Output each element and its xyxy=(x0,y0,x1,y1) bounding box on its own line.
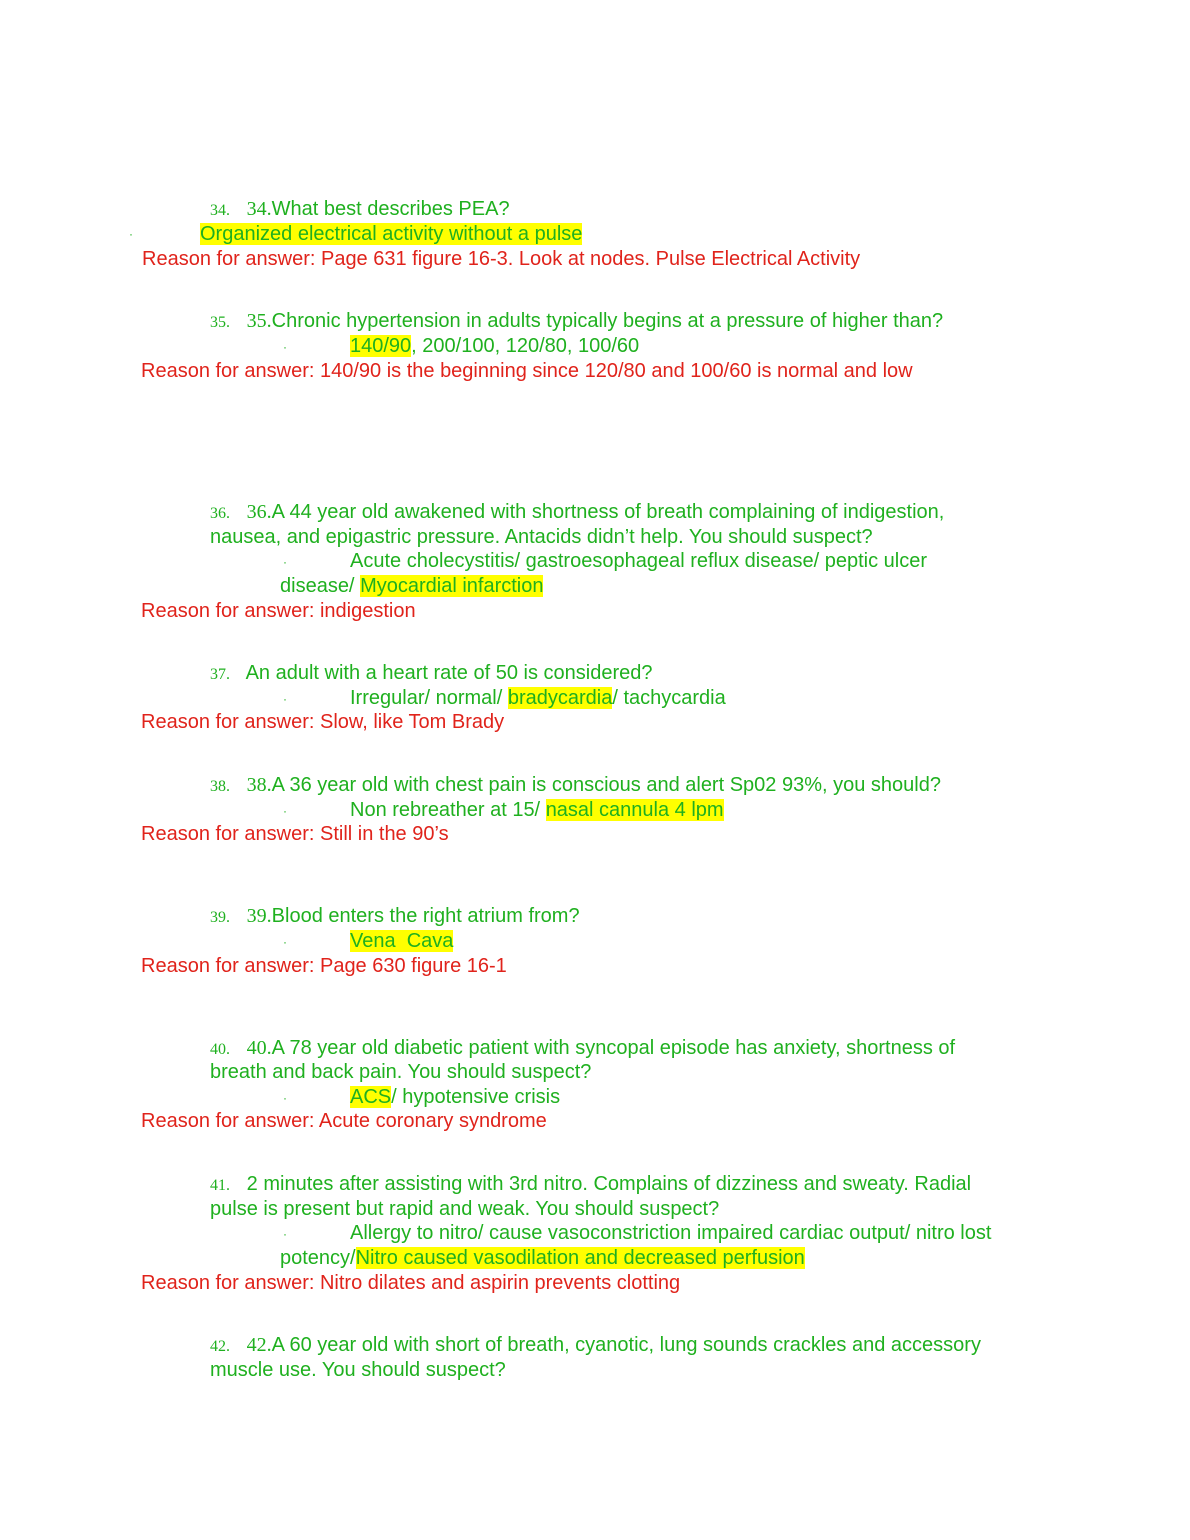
question-number: 34. xyxy=(210,202,230,219)
question-38 xyxy=(210,773,941,799)
reason-38: Reason for answer: Still in the 90’s xyxy=(141,823,449,845)
options-36-line1: Acute cholecystitis/ gastroesophageal reflux disease/ peptic ulcer xyxy=(350,550,927,572)
question-number: 38. xyxy=(210,778,230,795)
question-prefix: 39. xyxy=(246,905,272,927)
question-number: 39. xyxy=(210,909,230,926)
reason-37: Reason for answer: Slow, like Tom Brady xyxy=(141,711,505,733)
options-41-line1: Allergy to nitro/ cause vasoconstriction impaired cardiac output/ nitro lost xyxy=(350,1222,992,1244)
options-text: , 200/100, 120/80, 100/60 xyxy=(411,335,640,357)
bullet-marker: · xyxy=(283,555,287,569)
question-42-line2: muscle use. You should suspect? xyxy=(210,1359,506,1381)
question-number: 35. xyxy=(210,314,230,331)
bullet-marker: · xyxy=(283,935,287,949)
question-number: 37. xyxy=(210,666,230,683)
options-40 xyxy=(350,1085,560,1109)
options-text: potency/ xyxy=(280,1247,356,1269)
correct-answer: Organized electrical activity without a pulse xyxy=(200,223,583,245)
correct-answer: bradycardia xyxy=(507,687,613,709)
options-35 xyxy=(350,334,639,358)
question-text: What best describes PEA? xyxy=(271,198,510,220)
question-40 xyxy=(210,1036,955,1062)
options-text: Non rebreather at 15/ xyxy=(350,799,546,821)
question-text: A 44 year old awakened with shortness of breath complaining of indigestion, xyxy=(271,501,945,523)
correct-answer: ACS xyxy=(350,1086,392,1108)
bullet-marker: · xyxy=(283,692,287,706)
options-37 xyxy=(350,686,726,710)
question-number: 40. xyxy=(210,1041,230,1058)
reason-34: Reason for answer: Page 631 figure 16-3. Look at nodes. Pulse Electrical Activity xyxy=(142,248,861,270)
question-prefix: 36. xyxy=(246,501,272,523)
question-41-line2: pulse is present but rapid and weak. You should suspect? xyxy=(210,1198,720,1220)
question-number: 41. xyxy=(210,1177,230,1194)
correct-answer: Vena Cava xyxy=(350,930,454,952)
question-prefix: 35. xyxy=(246,310,272,332)
correct-answer: Nitro caused vasodilation and decreased perfusion xyxy=(355,1247,805,1269)
question-36 xyxy=(210,500,944,526)
question-text: Blood enters the right atrium from? xyxy=(271,905,580,927)
question-prefix: 40. xyxy=(246,1037,272,1059)
correct-answer: 140/90 xyxy=(350,335,412,357)
options-38 xyxy=(350,798,724,822)
options-text: disease/ xyxy=(280,575,361,597)
bullet-marker: · xyxy=(283,804,287,818)
question-text: 2 minutes after assisting with 3rd nitro. Complains of dizziness and sweaty. Radial xyxy=(246,1173,972,1195)
question-text: Chronic hypertension in adults typically begins at a pressure of higher than? xyxy=(271,310,944,332)
question-text: A 36 year old with chest pain is conscious and alert Sp02 93%, you should? xyxy=(271,774,941,796)
bullet-marker: · xyxy=(283,340,287,354)
options-text: Irregular/ normal/ xyxy=(350,687,508,709)
reason-36: Reason for answer: indigestion xyxy=(141,600,416,622)
reason-35: Reason for answer: 140/90 is the beginning since 120/80 and 100/60 is normal and low xyxy=(141,360,913,382)
question-text: A 78 year old diabetic patient with syncopal episode has anxiety, shortness of xyxy=(271,1037,956,1059)
question-prefix: 42. xyxy=(246,1334,272,1356)
options-39 xyxy=(350,929,453,953)
question-prefix: 38. xyxy=(246,774,272,796)
options-36-line2 xyxy=(280,574,543,598)
question-number: 36. xyxy=(210,505,230,522)
options-text-post: / tachycardia xyxy=(612,687,726,709)
question-34 xyxy=(210,197,510,223)
options-text-post: / hypotensive crisis xyxy=(391,1086,561,1108)
question-42 xyxy=(210,1333,981,1359)
answer-34 xyxy=(200,222,582,246)
question-number: 42. xyxy=(210,1338,230,1355)
bullet-marker: · xyxy=(283,1227,287,1241)
question-41 xyxy=(210,1172,971,1198)
reason-41: Reason for answer: Nitro dilates and aspirin prevents clotting xyxy=(141,1272,681,1294)
bullet-marker: · xyxy=(129,227,133,241)
question-text: A 60 year old with short of breath, cyanotic, lung sounds crackles and accessory xyxy=(271,1334,981,1356)
reason-40: Reason for answer: Acute coronary syndrome xyxy=(141,1110,547,1132)
question-40-line2: breath and back pain. You should suspect? xyxy=(210,1061,592,1083)
reason-39: Reason for answer: Page 630 figure 16-1 xyxy=(141,955,507,977)
options-41-line2 xyxy=(280,1246,805,1270)
question-prefix: 34. xyxy=(246,198,272,220)
bullet-marker: · xyxy=(283,1091,287,1105)
question-39 xyxy=(210,904,580,930)
correct-answer: Myocardial infarction xyxy=(360,575,544,597)
question-text: An adult with a heart rate of 50 is considered? xyxy=(245,662,653,684)
question-37 xyxy=(210,661,653,687)
correct-answer: nasal cannula 4 lpm xyxy=(545,799,724,821)
question-35 xyxy=(210,309,943,335)
question-36-line2: nausea, and epigastric pressure. Antacids didn’t help. You should suspect? xyxy=(210,526,873,548)
